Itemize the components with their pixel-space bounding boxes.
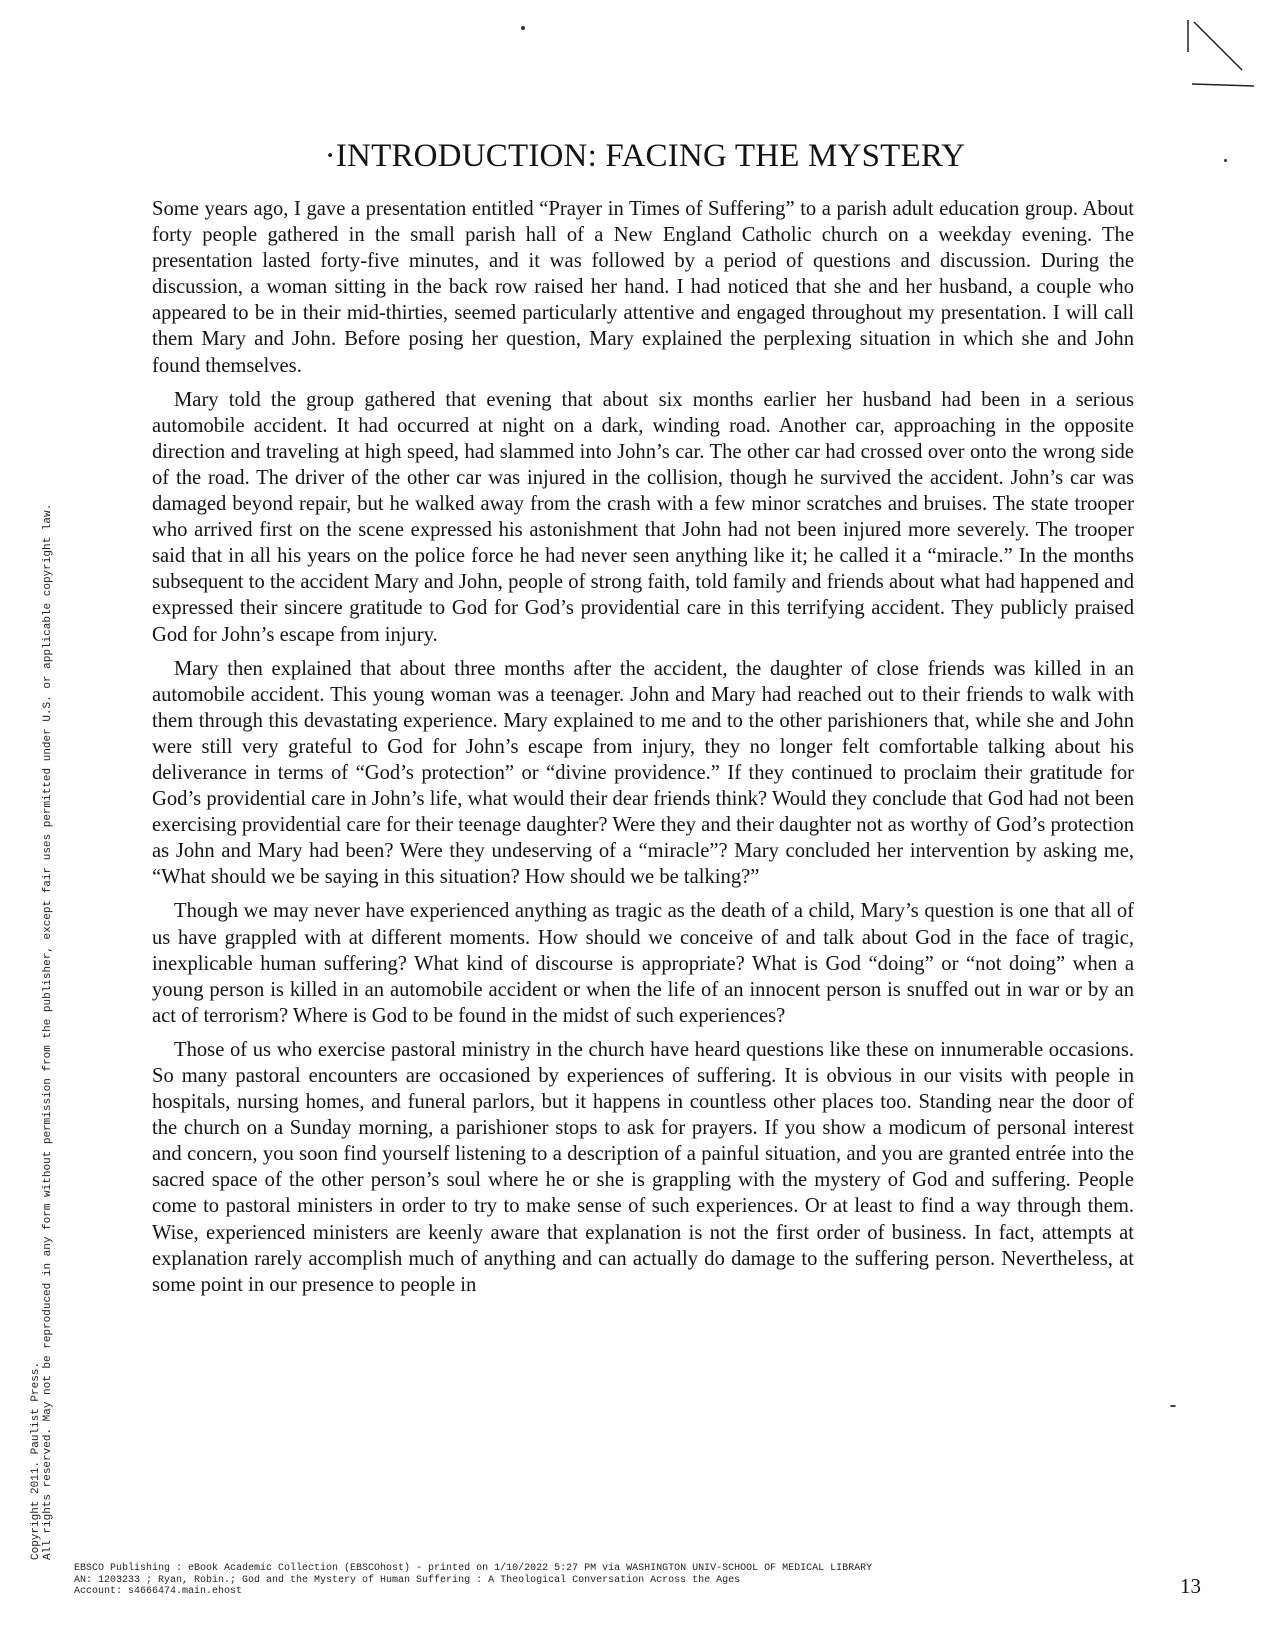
scan-speck — [1224, 159, 1227, 162]
paragraph: Those of us who exercise pastoral ministry in the church have heard questions like these on innumerable occasions. So many pastoral encounters are occasioned by experiences of suffering. It is obvious in our visits with people in hospitals, nursing homes, and funeral parlors, but it happens in countless other places too. Standing near the door of the church on a Sunday morning, a parishioner stops to ask for prayers. If you show a modicum of personal interest and concern, you soon find yourself listening to a description of a painful situation, and you are granted entrée into the sacred space of the other person’s soul where he or she is grappling with the mystery of God and suffering. People come to pastoral ministers in order to try to make sense of such experiences. Or at least to find a way through them. Wise, experienced ministers are keenly aware that explanation is not the first order of business. In fact, attempts at explanation rarely accomplish much of anything and can actually do damage to the suffering person. Nevertheless, at some point in our presence to people in — [152, 1038, 1134, 1296]
rights-line: All rights reserved. May not be reproduced in any form without permission from the publisher, except fair uses permitted under U.S. or applicable copyright law. — [42, 503, 54, 1560]
scan-corner-mark — [1186, 18, 1256, 98]
footer-line: EBSCO Publishing : eBook Academic Collection (EBSCOhost) - printed on 1/10/2022 5:27 PM via WASHINGTON UNIV-SCHOOL OF MEDICAL LIBRARY — [74, 1563, 873, 1574]
scan-speck — [521, 26, 525, 30]
paragraph: Some years ago, I gave a presentation entitled “Prayer in Times of Suffering” to a parish adult education group. About forty people gathered in the small parish hall of a New England Catholic church on a weekday evening. The presentation lasted forty-five minutes, and it was followed by a period of questions and discussion. During the discussion, a woman sitting in the back row raised her hand. I had noticed that she and her husband, a couple who appeared to be in their mid-thirties, seemed particularly attentive and engaged throughout my presentation. I will call them Mary and John. Before posing her question, Mary explained the perplexing situation in which she and John found themselves. — [152, 198, 1134, 377]
paragraph: Mary then explained that about three months after the accident, the daughter of close friends was killed in an automobile accident. This young woman was a teenager. John and Mary had reached out to their friends to walk with them through this devastating experience. Mary explained to me and to the other parishioners that, while she and John were still very grateful to God for John’s escape from injury, they no longer felt comfortable talking about his deliverance in terms of “God’s protection” or “divine providence.” If they continued to proclaim their gratitude for God’s providential care in John’s life, what would their dear friends think? Would they conclude that God had not been exercising providential care for their teenage daughter? Were they and their daughter not as worthy of God’s protection as John and Mary had been? Were they undeserving of a “miracle”? Mary concluded her intervention by asking me, “What should we be saying in this situation? How should we be talking?” — [152, 657, 1134, 889]
page-number: 13 — [1180, 1574, 1201, 1598]
print-footer — [74, 1563, 872, 1598]
paragraph: Though we may never have experienced anything as tragic as the death of a child, Mary’s question is one that all of us have grappled with at different moments. How should we conceive of and talk about God in the face of tragic, inexplicable human suffering? What kind of discourse is appropriate? What is God “doing” or “not doing” when a young person is killed in an automobile accident or when the life of an innocent person is snuffed out in war or by an act of terrorism? Where is God to be found in the midst of such experiences? — [152, 900, 1134, 1027]
paragraph: Mary told the group gathered that evening that about six months earlier her husband had been in a serious automobile accident. It had occurred at night on a dark, winding road. Another car, approaching in the opposite direction and traveling at high speed, had slammed into John’s car. The other car had crossed over onto the wrong side of the road. The driver of the other car was injured in the collision, though he survived the accident. John’s car was damaged beyond repair, but he walked away from the crash with a few minor scratches and bruises. The state trooper who arrived first on the scene expressed his astonishment that John had not been injured more severely. The trooper said that in all his years on the police force he had never seen anything like it; he called it a “miracle.” In the months subsequent to the accident Mary and John, people of strong faith, told family and friends about what had happened and expressed their sincere gratitude to God for God’s providential care in this terrifying accident. They publicly praised God for John’s escape from injury. — [152, 388, 1134, 646]
footer-line: AN: 1203233 ; Ryan, Robin.; God and the Mystery of Human Suffering : A Theological Conversation Across the Ages — [74, 1574, 741, 1586]
chapter-title: ·INTRODUCTION: FACING THE MYSTERY — [324, 138, 966, 174]
copyright-notice — [30, 504, 54, 1560]
footer-line: Account: s4666474.main.ehost — [74, 1586, 243, 1597]
body-text — [152, 196, 1134, 1306]
scan-speck — [1170, 1405, 1176, 1407]
copyright-line: Copyright 2011. Paulist Press. — [30, 1361, 42, 1560]
